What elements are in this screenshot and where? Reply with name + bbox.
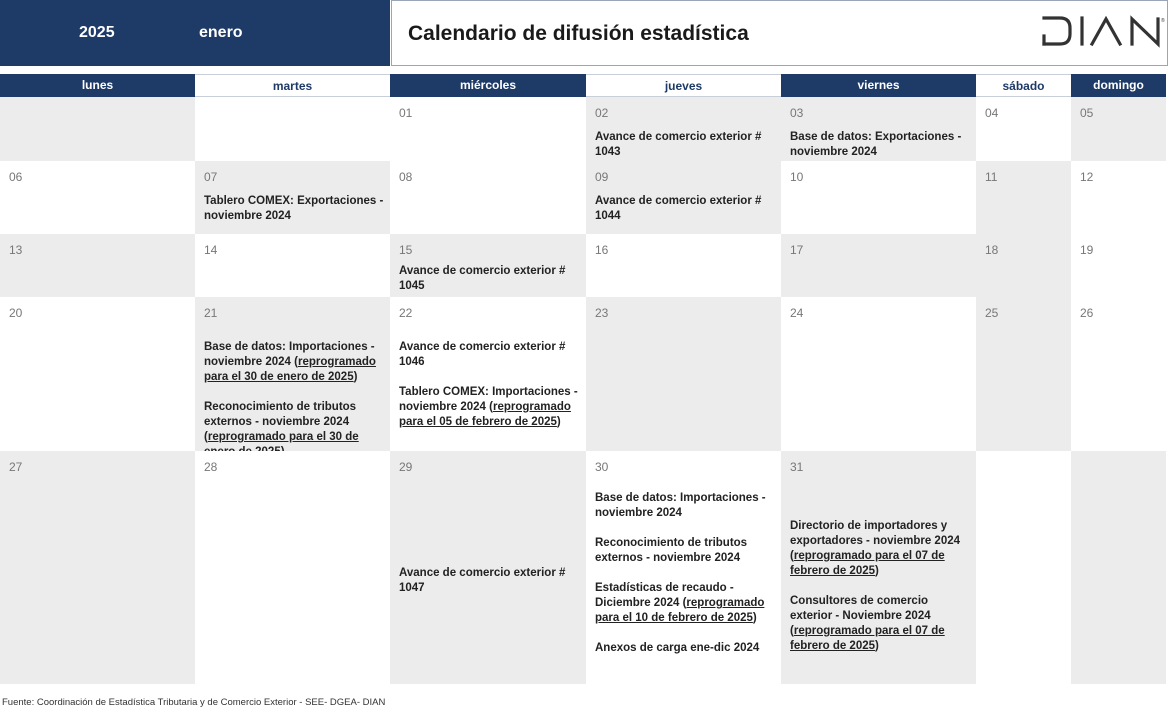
day-cell-03 bbox=[781, 97, 976, 161]
day-number: 29 bbox=[399, 460, 413, 474]
day-cell-empty bbox=[0, 97, 195, 161]
event-item bbox=[204, 340, 387, 385]
weekday-header-3: jueves bbox=[586, 74, 781, 97]
day-number: 28 bbox=[204, 460, 218, 474]
day-cell-06 bbox=[0, 161, 195, 234]
weekday-header-2: miércoles bbox=[390, 74, 586, 97]
reschedule-text: reprogramado para el 07 de febrero de 2025 bbox=[790, 625, 945, 652]
day-cell-11 bbox=[976, 161, 1071, 234]
day-events bbox=[399, 340, 583, 430]
event-title: Base de datos: Exportaciones - noviembre 2024 bbox=[790, 131, 962, 158]
day-cell-empty bbox=[195, 97, 390, 161]
day-events bbox=[595, 194, 778, 224]
reschedule-text: reprogramado para el 05 de febrero de 2025 bbox=[399, 401, 571, 428]
day-cell-12 bbox=[1071, 161, 1166, 234]
day-events bbox=[399, 264, 583, 294]
day-cell-17 bbox=[781, 234, 976, 297]
day-events bbox=[595, 130, 778, 160]
header-period-band bbox=[0, 0, 390, 66]
day-number: 22 bbox=[399, 306, 413, 320]
event-title: Directorio de importadores y exportadores - noviembre 2024 bbox=[790, 520, 961, 547]
day-cell-30 bbox=[586, 451, 781, 684]
day-number: 27 bbox=[9, 460, 23, 474]
day-cell-22 bbox=[390, 297, 586, 451]
day-number: 31 bbox=[790, 460, 804, 474]
event-reschedule-note: (reprogramado para el 07 de febrero de 2025) bbox=[790, 625, 945, 652]
day-number: 14 bbox=[204, 243, 218, 257]
day-cell-19 bbox=[1071, 234, 1166, 297]
day-cell-23 bbox=[586, 297, 781, 451]
event-title: Anexos de carga ene-dic 2024 bbox=[595, 642, 760, 654]
day-number: 04 bbox=[985, 106, 999, 120]
event-item bbox=[595, 581, 778, 626]
event-item bbox=[595, 536, 778, 566]
event-item bbox=[595, 194, 778, 224]
event-title: Avance de comercio exterior # 1045 bbox=[399, 265, 566, 292]
event-title: Tablero COMEX: Importaciones - noviembre 2024 bbox=[399, 386, 578, 413]
weekday-header-6: domingo bbox=[1071, 74, 1166, 97]
event-title: Base de datos: Importaciones - noviembre 2024 bbox=[595, 492, 766, 519]
day-cell-20 bbox=[0, 297, 195, 451]
day-number: 25 bbox=[985, 306, 999, 320]
event-title: Avance de comercio exterior # 1046 bbox=[399, 341, 566, 368]
day-cell-21 bbox=[195, 297, 390, 451]
event-reschedule-note: (reprogramado para el 10 de febrero de 2025) bbox=[595, 597, 765, 624]
event-title: Avance de comercio exterior # 1043 bbox=[595, 131, 762, 158]
weekday-header-5: sábado bbox=[976, 74, 1071, 97]
day-cell-18 bbox=[976, 234, 1071, 297]
event-reschedule-note: (reprogramado para el 05 de febrero de 2025) bbox=[399, 401, 571, 428]
day-events bbox=[204, 340, 387, 460]
day-events bbox=[399, 566, 583, 596]
event-reschedule-note: (reprogramado para el 30 de enero de 2025) bbox=[204, 356, 376, 383]
event-title: Reconocimiento de tributos externos - noviembre 2024 bbox=[595, 537, 748, 564]
event-title: Consultores de comercio exterior - Noviembre 2024 bbox=[790, 595, 931, 622]
day-cell-28 bbox=[195, 451, 390, 684]
day-number: 12 bbox=[1080, 170, 1094, 184]
day-cell-02 bbox=[586, 97, 781, 161]
day-cell-01 bbox=[390, 97, 586, 161]
source-footer: Fuente: Coordinación de Estadística Tributaria y de Comercio Exterior - SEE- DGEA- DIAN bbox=[2, 697, 386, 708]
header-title-band bbox=[391, 0, 1168, 66]
reschedule-text: reprogramado para el 30 de enero de 2025 bbox=[204, 356, 376, 383]
day-cell-29 bbox=[390, 451, 586, 684]
day-number: 03 bbox=[790, 106, 804, 120]
day-cell-16 bbox=[586, 234, 781, 297]
weekday-header-1: martes bbox=[195, 74, 390, 97]
reschedule-text: reprogramado para el 10 de febrero de 2025 bbox=[595, 597, 765, 624]
event-title: Avance de comercio exterior # 1047 bbox=[399, 567, 566, 594]
day-cell-09 bbox=[586, 161, 781, 234]
day-number: 30 bbox=[595, 460, 609, 474]
event-item bbox=[204, 194, 387, 224]
day-number: 21 bbox=[204, 306, 218, 320]
event-title: Reconocimiento de tributos externos - noviembre 2024 bbox=[204, 401, 357, 428]
day-cell-13 bbox=[0, 234, 195, 297]
event-title: Avance de comercio exterior # 1044 bbox=[595, 195, 762, 222]
page-title: Calendario de difusión estadística bbox=[408, 22, 749, 45]
day-number: 08 bbox=[399, 170, 413, 184]
day-number: 18 bbox=[985, 243, 999, 257]
header-year: 2025 bbox=[79, 24, 115, 41]
event-item bbox=[595, 130, 778, 160]
event-title: Tablero COMEX: Exportaciones - noviembre 2024 bbox=[204, 195, 384, 222]
reschedule-text: reprogramado para el 07 de febrero de 2025 bbox=[790, 550, 945, 577]
day-cell-empty bbox=[976, 451, 1071, 684]
event-reschedule-note: (reprogramado para el 07 de febrero de 2025) bbox=[790, 550, 945, 577]
header-month: enero bbox=[199, 24, 243, 41]
day-number: 23 bbox=[595, 306, 609, 320]
event-item bbox=[399, 340, 583, 370]
day-number: 02 bbox=[595, 106, 609, 120]
weekday-header-4: viernes bbox=[781, 74, 976, 97]
day-cell-10 bbox=[781, 161, 976, 234]
event-item bbox=[595, 491, 778, 521]
day-cell-empty bbox=[1071, 451, 1166, 684]
day-cell-27 bbox=[0, 451, 195, 684]
day-events bbox=[790, 519, 973, 654]
day-cell-26 bbox=[1071, 297, 1166, 451]
event-item bbox=[399, 566, 583, 596]
day-number: 11 bbox=[985, 170, 998, 184]
event-item bbox=[790, 130, 973, 160]
day-cell-24 bbox=[781, 297, 976, 451]
day-number: 16 bbox=[595, 243, 609, 257]
day-cell-25 bbox=[976, 297, 1071, 451]
day-number: 10 bbox=[790, 170, 804, 184]
svg-text:®: ® bbox=[1161, 18, 1165, 24]
day-number: 20 bbox=[9, 306, 23, 320]
event-item bbox=[399, 264, 583, 294]
reschedule-text: reprogramado para el 30 de bbox=[207, 431, 359, 443]
day-number: 07 bbox=[204, 170, 218, 184]
day-cell-05 bbox=[1071, 97, 1166, 161]
day-cell-07 bbox=[195, 161, 390, 234]
weekday-header-0: lunes bbox=[0, 74, 195, 97]
day-number: 06 bbox=[9, 170, 23, 184]
day-cell-14 bbox=[195, 234, 390, 297]
event-item bbox=[790, 594, 973, 654]
dian-logo bbox=[1042, 16, 1164, 48]
day-number: 19 bbox=[1080, 243, 1094, 257]
day-number: 09 bbox=[595, 170, 609, 184]
day-cell-15 bbox=[390, 234, 586, 297]
day-cell-04 bbox=[976, 97, 1071, 161]
day-number: 05 bbox=[1080, 106, 1094, 120]
event-item bbox=[399, 385, 583, 430]
event-title: Estadísticas de recaudo - Diciembre 2024 bbox=[595, 582, 734, 609]
day-cell-31 bbox=[781, 451, 976, 684]
day-number: 26 bbox=[1080, 306, 1094, 320]
event-reschedule-note: (reprogramado para el 30 de bbox=[204, 431, 359, 458]
day-number: 13 bbox=[9, 243, 23, 257]
day-cell-08 bbox=[390, 161, 586, 234]
event-item bbox=[595, 641, 778, 656]
day-events bbox=[204, 194, 387, 224]
event-item bbox=[790, 519, 973, 579]
day-number: 01 bbox=[399, 106, 413, 120]
event-title: Base de datos: Importaciones - noviembre 2024 bbox=[204, 341, 375, 368]
day-number: 17 bbox=[790, 243, 804, 257]
day-events bbox=[790, 130, 973, 160]
day-number: 15 bbox=[399, 243, 413, 257]
day-events bbox=[595, 491, 778, 656]
day-number: 24 bbox=[790, 306, 804, 320]
